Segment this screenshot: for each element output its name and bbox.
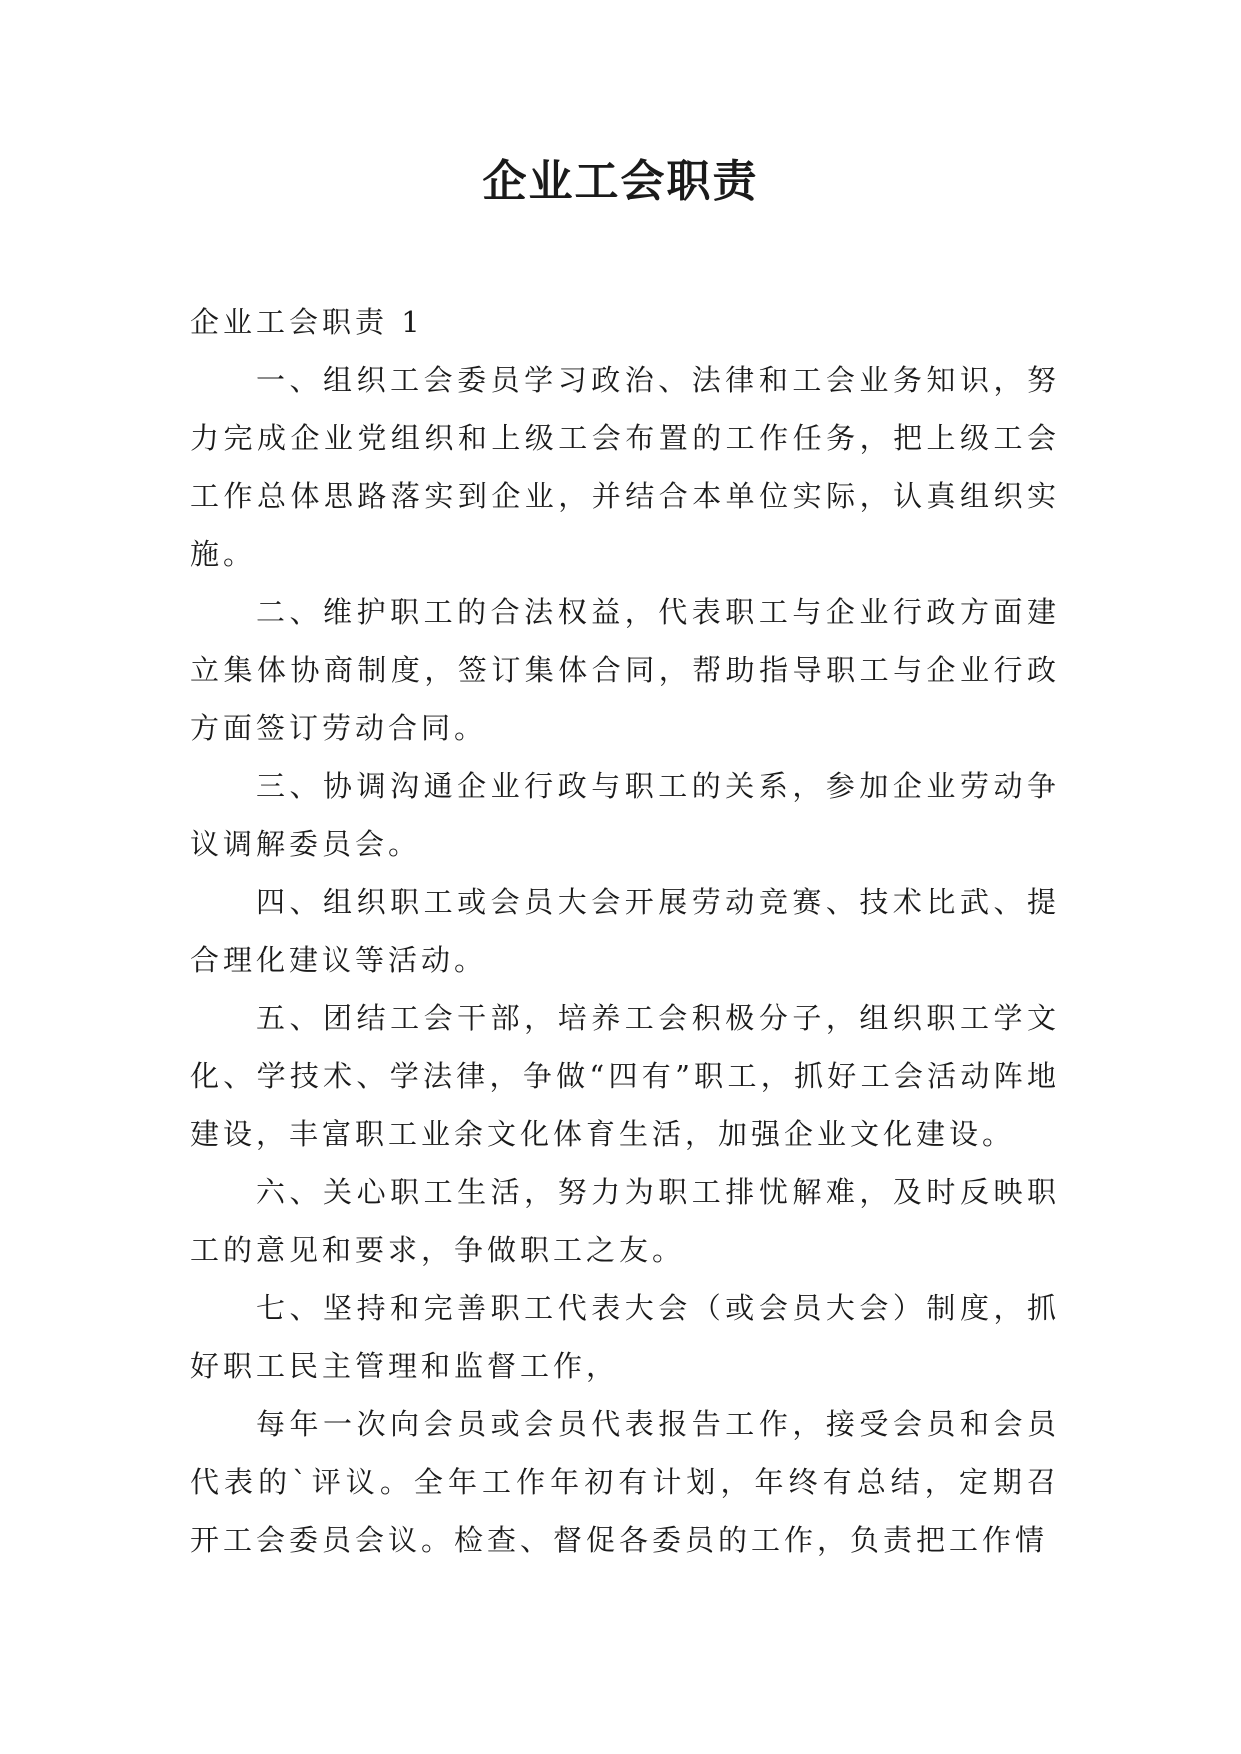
- paragraph-7: 七、坚持和完善职工代表大会（或会员大会）制度，抓好职工民主管理和监督工作，: [190, 1291, 1060, 1383]
- paragraph-1: 一、组织工会委员学习政治、法律和工会业务知识，努力完成企业党组织和上级工会布置的工作任务，把上级工会工作总体思路落实到企业，并结合本单位实际，认真组织实施。: [190, 363, 1060, 571]
- document-body: [190, 293, 1060, 1569]
- paragraph-8: 每年一次向会员或会员代表报告工作，接受会员和会员代表的`评议。全年工作年初有计划，年终有总结，定期召开工会委员会议。检查、督促各委员的工作，负责把工作情: [190, 1407, 1060, 1557]
- paragraph-5: 五、团结工会干部，培养工会积极分子，组织职工学文化、学技术、学法律，争做“四有”职工，抓好工会活动阵地建设，丰富职工业余文化体育生活，加强企业文化建设。: [190, 1001, 1060, 1151]
- paragraph-2: 二、维护职工的合法权益，代表职工与企业行政方面建立集体协商制度，签订集体合同，帮助指导职工与企业行政方面签订劳动合同。: [190, 595, 1060, 745]
- paragraph-3: 三、协调沟通企业行政与职工的关系，参加企业劳动争议调解委员会。: [190, 769, 1060, 861]
- section-heading: 企业工会职责 1: [190, 305, 424, 339]
- paragraph-6: 六、关心职工生活，努力为职工排忧解难，及时反映职工的意见和要求，争做职工之友。: [190, 1175, 1060, 1267]
- document-title: 企业工会职责: [482, 156, 759, 207]
- paragraph-4: 四、组织职工或会员大会开展劳动竞赛、技术比武、提合理化建议等活动。: [190, 885, 1060, 977]
